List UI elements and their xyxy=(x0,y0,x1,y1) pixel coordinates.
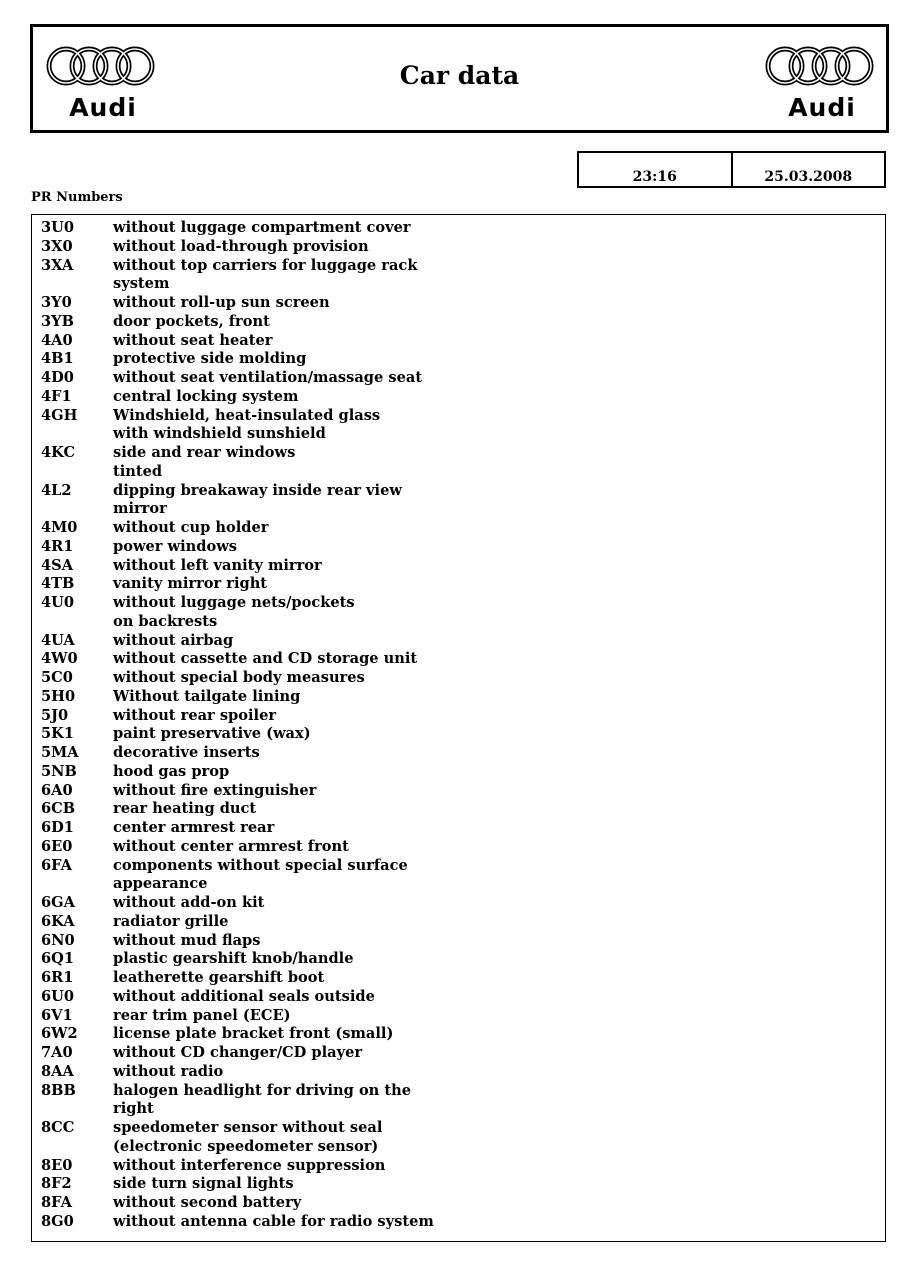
list-item xyxy=(32,482,885,520)
list-item xyxy=(32,575,885,594)
pr-code: 8E0 xyxy=(41,1156,73,1174)
pr-code: 3U0 xyxy=(41,219,75,236)
pr-code: 5C0 xyxy=(41,669,73,686)
pr-description: dipping breakaway inside rear view mirror xyxy=(113,481,402,518)
pr-description: without left vanity mirror xyxy=(113,556,322,574)
pr-code: 4GH xyxy=(41,406,78,424)
pr-code: 6U0 xyxy=(41,987,75,1005)
four-rings-icon xyxy=(764,45,880,93)
page-title: Car data xyxy=(399,61,520,90)
list-item xyxy=(32,950,885,969)
list-item xyxy=(32,707,885,726)
pr-description: without roll-up sun screen xyxy=(113,294,330,311)
pr-description: without luggage nets/pockets on backrests xyxy=(113,594,355,630)
pr-description: paint preservative (wax) xyxy=(113,725,311,743)
pr-description: without rear spoiler xyxy=(113,706,277,724)
pr-description: without special body measures xyxy=(113,669,365,686)
list-item xyxy=(32,313,885,332)
pr-code: 8FA xyxy=(41,1194,72,1211)
pr-code: 3X0 xyxy=(41,237,73,255)
pr-description: without add-on kit xyxy=(113,894,265,911)
pr-description: license plate bracket front (small) xyxy=(113,1025,394,1043)
pr-code: 6A0 xyxy=(41,781,73,799)
pr-code: 6W2 xyxy=(41,1025,78,1043)
pr-description: without fire extinguisher xyxy=(113,781,317,799)
list-item xyxy=(32,219,885,238)
pr-code: 6D1 xyxy=(41,819,74,836)
pr-code: 6Q1 xyxy=(41,950,75,968)
list-item xyxy=(32,257,885,295)
pr-code: 6E0 xyxy=(41,837,73,855)
list-item xyxy=(32,444,885,482)
pr-code: 4F1 xyxy=(41,387,72,405)
pr-code: 4L2 xyxy=(41,481,72,499)
pr-description: halogen headlight for driving on the right xyxy=(113,1081,412,1118)
list-item xyxy=(32,369,885,388)
pr-description: without antenna cable for radio system xyxy=(113,1212,434,1230)
pr-code: 5K1 xyxy=(41,725,74,743)
pr-description: Without tailgate lining xyxy=(113,687,301,705)
list-item xyxy=(32,1044,885,1063)
pr-code: 4SA xyxy=(41,556,74,574)
pr-description: without additional seals outside xyxy=(113,987,375,1005)
pr-description: leatherette gearshift boot xyxy=(113,969,325,986)
pr-code: 5J0 xyxy=(41,706,69,724)
pr-code: 5MA xyxy=(41,744,79,761)
pr-description: side turn signal lights xyxy=(113,1175,294,1193)
pr-description: decorative inserts xyxy=(113,744,260,761)
pr-code: 5NB xyxy=(41,762,77,780)
list-item xyxy=(32,238,885,257)
pr-description: central locking system xyxy=(113,387,299,405)
pr-code: 3YB xyxy=(41,312,74,330)
pr-description: without load-through provision xyxy=(113,237,369,255)
pr-description: without interference suppression xyxy=(113,1156,386,1174)
pr-description: without cup holder xyxy=(113,519,269,536)
list-item xyxy=(32,894,885,913)
pr-code: 6KA xyxy=(41,912,75,930)
list-item xyxy=(32,538,885,557)
list-item xyxy=(32,350,885,369)
list-item xyxy=(32,988,885,1007)
list-item xyxy=(32,744,885,763)
pr-description: rear trim panel (ECE) xyxy=(113,1006,291,1024)
pr-code: 7A0 xyxy=(41,1044,73,1061)
list-item xyxy=(32,332,885,351)
pr-description: without seat ventilation/massage seat xyxy=(113,369,423,386)
list-item xyxy=(32,969,885,988)
pr-description: without luggage compartment cover xyxy=(113,219,411,236)
pr-description: without airbag xyxy=(113,631,234,649)
list-item xyxy=(32,407,885,445)
pr-code: 4UA xyxy=(41,631,75,649)
print-date: 25.03.2008 xyxy=(764,169,853,185)
list-item xyxy=(32,388,885,407)
pr-description: without CD changer/CD player xyxy=(113,1044,363,1061)
pr-description: without center armrest front xyxy=(113,837,349,855)
pr-description: without radio xyxy=(113,1062,224,1080)
pr-description: door pockets, front xyxy=(113,312,270,330)
list-item xyxy=(32,1063,885,1082)
list-item xyxy=(32,763,885,782)
pr-code: 4KC xyxy=(41,444,76,461)
pr-code: 4W0 xyxy=(41,650,78,668)
pr-description: plastic gearshift knob/handle xyxy=(113,950,354,968)
pr-code: 8CC xyxy=(41,1119,75,1136)
pr-code: 4B1 xyxy=(41,350,74,368)
list-item xyxy=(32,1119,885,1157)
pr-description: protective side molding xyxy=(113,350,307,368)
pr-code: 6N0 xyxy=(41,931,75,949)
list-item xyxy=(32,1082,885,1120)
pr-description: center armrest rear xyxy=(113,819,275,836)
list-item xyxy=(32,688,885,707)
pr-number-list xyxy=(31,214,886,1242)
pr-code: 4U0 xyxy=(41,594,75,611)
pr-description: without cassette and CD storage unit xyxy=(113,650,418,668)
list-item xyxy=(32,650,885,669)
pr-code: 8F2 xyxy=(41,1175,72,1193)
pr-code: 5H0 xyxy=(41,687,76,705)
pr-code: 6CB xyxy=(41,800,76,818)
list-item xyxy=(32,857,885,895)
list-item xyxy=(32,594,885,632)
pr-code: 8AA xyxy=(41,1062,74,1080)
list-item xyxy=(32,1025,885,1044)
brand-wordmark: Audi xyxy=(69,93,137,122)
list-item xyxy=(32,800,885,819)
pr-code: 6V1 xyxy=(41,1006,73,1024)
pr-code: 8BB xyxy=(41,1081,76,1099)
list-item xyxy=(32,1157,885,1176)
pr-code: 3XA xyxy=(41,256,74,274)
pr-description: radiator grille xyxy=(113,912,229,930)
pr-description: without seat heater xyxy=(113,331,273,349)
list-item xyxy=(32,1194,885,1213)
pr-description: hood gas prop xyxy=(113,762,230,780)
pr-description: without top carriers for luggage rack system xyxy=(113,256,418,293)
pr-description: components without special surface appearance xyxy=(113,856,408,893)
pr-description: speedometer sensor without seal (electronic speedometer sensor) xyxy=(113,1119,383,1155)
pr-code: 4A0 xyxy=(41,331,73,349)
list-item xyxy=(32,1175,885,1194)
list-item xyxy=(32,819,885,838)
pr-code: 6R1 xyxy=(41,969,74,986)
list-item xyxy=(32,294,885,313)
pr-code: 4R1 xyxy=(41,537,74,555)
pr-code: 8G0 xyxy=(41,1212,74,1230)
section-label: PR Numbers xyxy=(31,190,123,205)
pr-description: rear heating duct xyxy=(113,800,257,818)
pr-description: Windshield, heat-insulated glass with windshield sunshield xyxy=(113,406,381,443)
list-item xyxy=(32,669,885,688)
audi-logo-right xyxy=(764,45,880,120)
list-item xyxy=(32,932,885,951)
list-item xyxy=(32,1007,885,1026)
header-box xyxy=(30,24,889,133)
pr-code: 6FA xyxy=(41,856,72,874)
print-time: 23:16 xyxy=(579,153,733,186)
pr-code: 4TB xyxy=(41,575,75,593)
pr-code: 4D0 xyxy=(41,369,74,386)
pr-code: 6GA xyxy=(41,894,75,911)
brand-wordmark: Audi xyxy=(788,93,856,122)
list-item xyxy=(32,838,885,857)
pr-description: vanity mirror right xyxy=(113,575,268,593)
pr-code: 4M0 xyxy=(41,519,78,536)
list-item xyxy=(32,782,885,801)
list-item xyxy=(32,632,885,651)
list-item xyxy=(32,1213,885,1232)
pr-description: without second battery xyxy=(113,1194,302,1211)
timestamp-box xyxy=(577,151,886,188)
list-item xyxy=(32,557,885,576)
pr-description: without mud flaps xyxy=(113,931,261,949)
pr-code: 3Y0 xyxy=(41,294,72,311)
list-item xyxy=(32,913,885,932)
pr-description: side and rear windows tinted xyxy=(113,444,296,480)
pr-description: power windows xyxy=(113,537,237,555)
list-item xyxy=(32,725,885,744)
list-item xyxy=(32,519,885,538)
